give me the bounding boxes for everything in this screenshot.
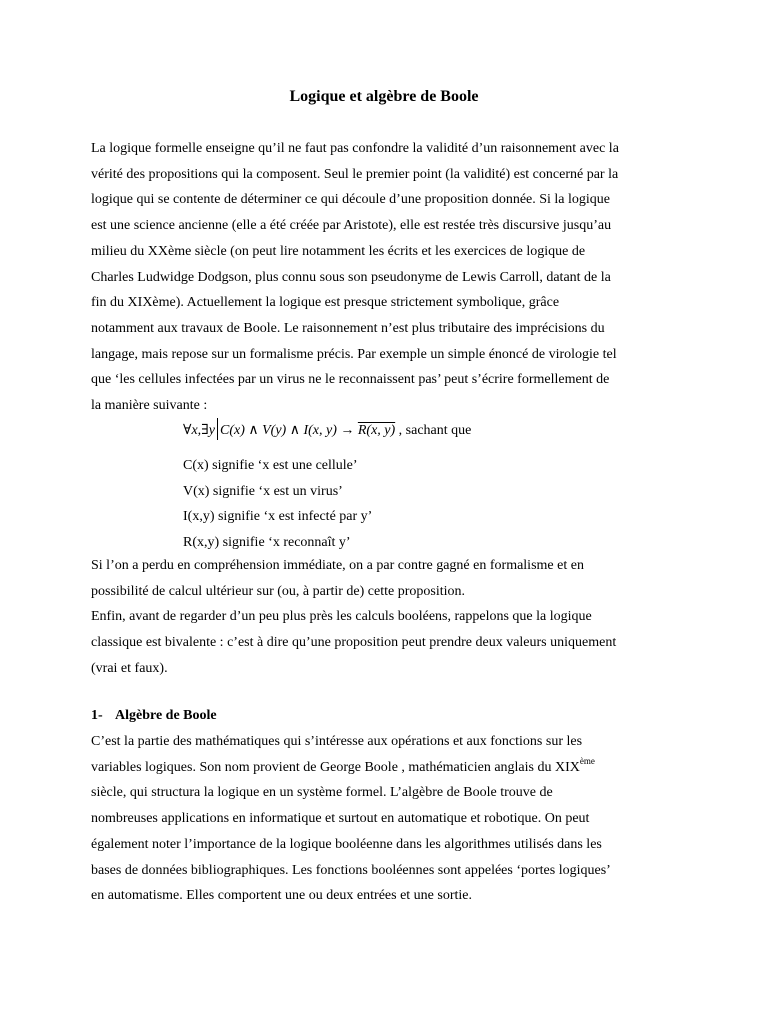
text-line: classique est bivalente : c’est à dire qu’une proposition peut prendre deux valeurs uniquement bbox=[91, 635, 617, 651]
text-line: milieu du XXème siècle (on peut lire notamment les écrits et les exercices de logique de bbox=[91, 243, 586, 259]
formula-body: C(x) ∧ V(y) ∧ I(x, y) → bbox=[219, 423, 355, 438]
formula-separator bbox=[217, 418, 218, 440]
text-line: Si l’on a perdu en compréhension immédiate, on a par contre gagné en formalisme et en bbox=[91, 558, 584, 573]
text-line: notamment aux travaux de Boole. Le raisonnement n’est plus tributaire des imprécisions du bbox=[91, 320, 605, 336]
text-line: la manière suivante : bbox=[91, 398, 208, 414]
intro-paragraph bbox=[91, 136, 691, 419]
text-line: langage, mais repose sur un formalisme précis. Par exemple un simple énoncé de virologie tel bbox=[91, 346, 617, 362]
text-line: La logique formelle enseigne qu’il ne faut pas confondre la validité d’un raisonnement avec la bbox=[91, 141, 619, 156]
section-paragraph bbox=[91, 729, 691, 909]
definition-item: R(x,y) signifie ‘x reconnaît y’ bbox=[183, 534, 351, 550]
definition-item: V(x) signifie ‘x est un virus’ bbox=[183, 483, 343, 499]
text-line: fin du XIXème). Actuellement la logique est presque strictement symbolique, grâce bbox=[91, 295, 560, 311]
text-line: également noter l’importance de la logique booléenne dans les algorithmes utilisés dans les bbox=[91, 836, 602, 852]
text-line: en automatisme. Elles comportent une ou deux entrées et une sortie. bbox=[91, 888, 472, 904]
text-line: C’est la partie des mathématiques qui s’intéresse aux opérations et aux fonctions sur les bbox=[91, 734, 583, 749]
text-line: siècle, qui structura la logique en un système formel. L’algèbre de Boole trouve de bbox=[91, 785, 553, 801]
formula-suffix: , sachant que bbox=[398, 423, 472, 438]
text-line-main: variables logiques. Son nom provient de George Boole , mathématicien anglais du XIX bbox=[91, 759, 580, 775]
text-line: que ‘les cellules infectées par un virus ne le reconnaissent pas’ peut s’écrire formellement de bbox=[91, 372, 610, 388]
text-line: logique qui se contente de déterminer ce qui découle d’une proposition donnée. Si la logique bbox=[91, 192, 611, 208]
section-title: Algèbre de Boole bbox=[115, 708, 217, 723]
text-line: bases de données bibliographiques. Les fonctions booléennes sont appelées ‘portes logiques’ bbox=[91, 862, 611, 878]
text-line: vérité des propositions qui la composent. Seul le premier point (la validité) est concerné par la bbox=[91, 166, 619, 182]
definition-item: C(x) signifie ‘x est une cellule’ bbox=[183, 458, 358, 473]
text-line: possibilité de calcul ultérieur sur (ou, à partir de) cette proposition. bbox=[91, 583, 465, 599]
after-paragraph bbox=[91, 553, 691, 682]
text-line: est une science ancienne (elle a été créée par Aristote), elle est restée très discursive jusqu’au bbox=[91, 218, 612, 234]
superscript: ème bbox=[579, 755, 595, 766]
text-line: nombreuses applications en informatique et surtout en automatique et robotique. On peut bbox=[91, 811, 590, 827]
document-title: Logique et algèbre de Boole bbox=[289, 88, 479, 105]
section-number: 1- bbox=[91, 708, 103, 723]
text-line bbox=[91, 755, 691, 781]
text-line: (vrai et faux). bbox=[91, 660, 168, 676]
text-line: Enfin, avant de regarder d’un peu plus près les calculs booléens, rappelons que la logique bbox=[91, 609, 592, 625]
logic-formula bbox=[183, 418, 471, 443]
definition-item: I(x,y) signifie ‘x est infecté par y’ bbox=[183, 509, 373, 524]
text-line: Charles Ludwidge Dodgson, plus connu sous son pseudonyme de Lewis Carroll, datant de la bbox=[91, 269, 611, 285]
section-heading bbox=[91, 705, 217, 727]
formula-quantifiers: ∀x,∃y bbox=[183, 423, 215, 438]
formula-negated-term: R(x, y) bbox=[357, 423, 396, 438]
definitions-list bbox=[183, 453, 372, 555]
